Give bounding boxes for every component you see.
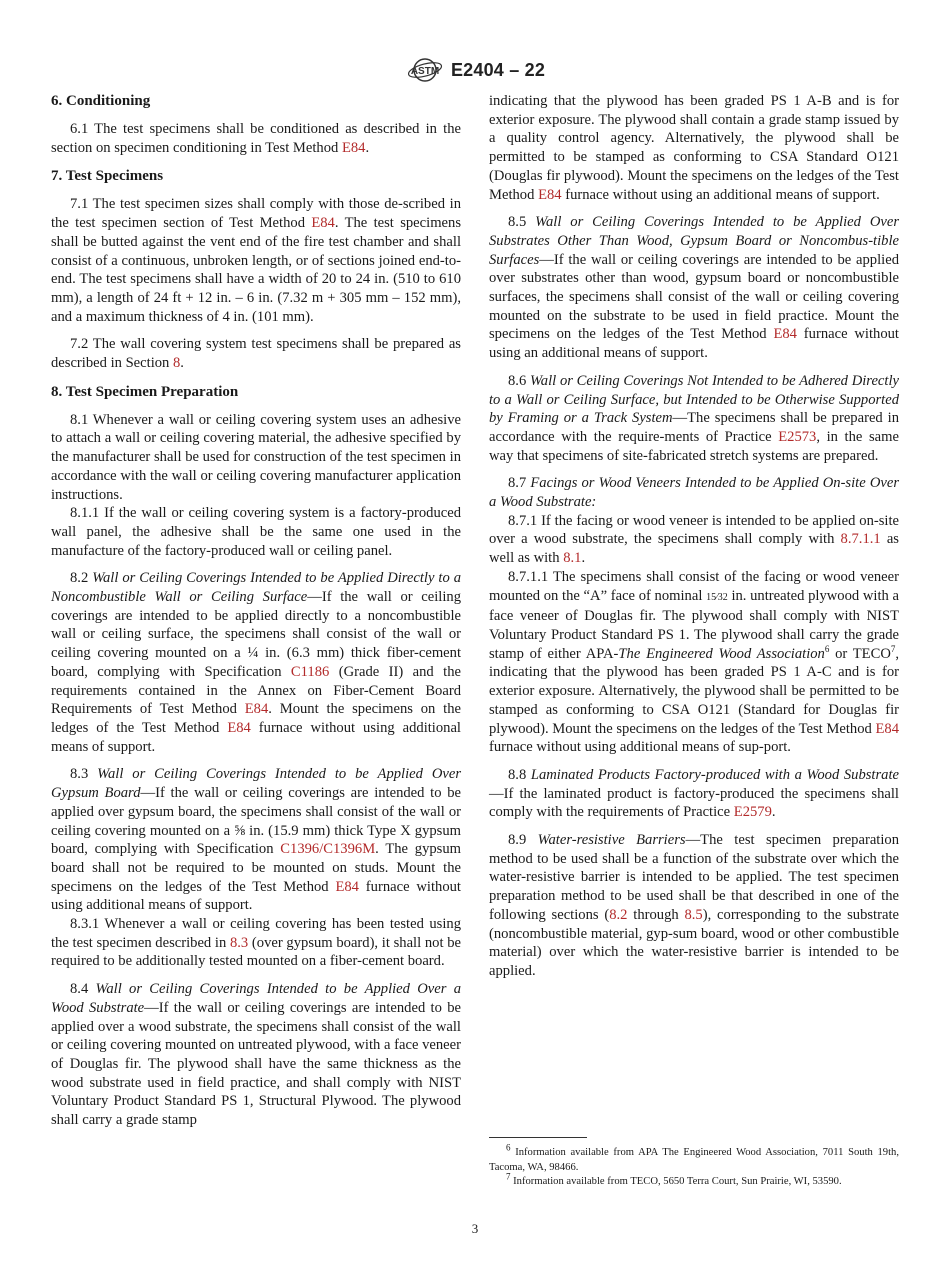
paragraph-8-1: 8.1 Whenever a wall or ceiling covering system uses an adhesive to attach a wall or ceiling covering material, the adhesive specified by the manufacturer shall be used for construction of the test specimen in accordance with the wall or ceiling covering manufacturer application instructions. [51,411,461,503]
section-8 [51,383,461,1130]
footnote-divider [489,1137,587,1138]
link-8-7-1-1[interactable]: 8.7.1.1 [840,531,881,548]
paragraph-6-1: 6.1 The test specimens shall be conditioned as described in the section on specimen conditioning in Test Method E84. [51,121,461,156]
footnote-ref-7[interactable]: 7 [890,643,896,654]
link-section-8[interactable]: 8 [173,355,181,372]
section-heading: 8. Test Specimen Preparation [51,383,239,400]
paragraph-8-2: 8.2 Wall or Ceiling Coverings Intended to be Applied Directly to a Noncombustible Wall or Ceiling Surface—If the wall or ceiling coverings are intended to be applied directly to a noncombustible wall or ceiling surface, the specimens shall consist of the wall or ceiling covering mounted on a ¼ in. (6.3 mm) thick fiber-cement board, complying with Specification C1186 (Grade II) and the requirements contained in the Annex on Fiber-Cement Board Requirements of Test Method E84. Mount the specimens on the ledges of the Test Method E84 furnace without using additional means of support. [51,570,462,755]
paragraph-8-3: 8.3 Wall or Ceiling Coverings Intended to be Applied Over Gypsum Board—If the wall or ceiling coverings are intended to be applied over gypsum board, the specimens shall consist of the wall or ceiling covering mounted on a ⅝ in. (15.9 mm) thick Type X gypsum board, complying with Specification C1396/C1396M. The gypsum board shall not be required to be mounted on studs. Mount the specimens on the ledges of the Test Method E84 furnace without using additional means of support. [51,766,462,914]
svg-text:ASTM: ASTM [410,66,440,77]
paragraph-8-7-1: 8.7.1 If the facing or wood veneer is intended to be applied on-site over a wood substrate, the specimens shall comply with 8.7.1.1 as well as with 8.1. [489,512,899,567]
paragraph-8-5: 8.5 Wall or Ceiling Coverings Intended to be Applied Over Substrates Other Than Wood, Gypsum Board or Noncombus-tible Surfaces—If the wall or ceiling coverings are intended to be applied over substrates other than wood, gypsum board or noncombustible surfaces, the specimens shall consist of the wall or ceiling covering mounted on the substrate to be used in field practice. Mount the specimens on the ledges of the Test Method E84 furnace without using an additional means of support. [489,214,899,362]
paragraph-7-2: 7.2 The wall covering system test specimens shall be prepared as described in Section 8. [51,336,461,372]
link-e84[interactable]: E84 [311,215,335,232]
document-id: E2404 – 22 [450,59,546,80]
page-number: 3 [471,1221,479,1236]
link-8-1[interactable]: 8.1 [563,550,582,567]
link-c1396[interactable]: C1396/C1396M [280,841,376,858]
section-7 [51,167,461,372]
right-column [489,92,899,981]
footnote-7: $^7$ Information available from TECO, 5650 Terra Court, Sun Prairie, WI, 53590. [506,1171,842,1187]
section-heading: 6. Conditioning [51,93,151,109]
link-e84[interactable]: E84 [244,701,269,718]
footnote-6: $^6$ Information available from APA The Engineered Wood Association, 7011 South 19th, Tacoma, WA, 98466. [489,1142,899,1173]
link-e84[interactable]: E84 [875,720,899,737]
paragraph-8-9: 8.9 Water-resistive Barriers—The test specimen preparation method to be used shall be a function of the substrate over which the water-resistive barrier is intended to be applied. The test specimen preparation method to be used shall be that described in one of the following sections (8.2 through 8.5), corresponding to the substrate (noncombustible material, gyp-sum board, wood or other combustible material) over which the water-resistive barrier is intended to be applied. [489,832,899,979]
paragraph-8-4: 8.4 Wall or Ceiling Coverings Intended to be Applied Over a Wood Substrate—If the wall or ceiling coverings are intended to be applied over a wood substrate, the specimens shall consist of the wall or ceiling covering mounted on untreated plywood, with a face veneer of Douglas fir. The plywood shall have the same thickness as the wood substrate used in field practice, and shall comply with NIST Voluntary Product Standard PS 1, Structural Plywood. The plywood shall carry a grade stamp [51,981,461,1129]
footnote-ref-6[interactable]: 6 [824,643,830,654]
left-column [51,92,461,1140]
link-8-2[interactable]: 8.2 [609,906,628,923]
link-8-5[interactable]: 8.5 [684,906,703,923]
paragraph-8-1-1: 8.1.1 If the wall or ceiling covering system is a factory-produced wall panel, the adhesive shall be the same one used in the manufacture of the factory-produced wall or ceiling panel. [51,505,461,559]
paragraph-8-7: 8.7 Facings or Wood Veneers Intended to be Applied On-site Over a Wood Substrate: [489,475,899,511]
link-e2573[interactable]: E2573 [778,428,817,445]
footnotes [489,1137,899,1190]
link-c1186[interactable]: C1186 [290,663,330,680]
paragraph-7-1: 7.1 The test specimen sizes shall comply with those de-scribed in the test specimen section of Test Method E84. The test specimens shall be butted against the vent end of the fire test chamber and shall consist of a continuous, unbroken length, or of sections joined end-to-end. The test specimens shall have a width of 20 to 24 in. (510 to 610 mm), a length of 24 ft + 12 in. – 6 in. (7.32 m + 305 mm – 152 mm), and a maximum thickness of 4 in. (101 mm). [51,196,461,325]
paragraph-8-8: 8.8 Laminated Products Factory-produced with a Wood Substrate—If the laminated product is factory-produced the specimens shall comply with the requirements of Practice E2579. [489,766,899,821]
section-6 [51,92,461,157]
section-heading: 7. Test Specimens [51,168,164,185]
paragraph-8-7-1-1: 8.7.1.1 The specimens shall consist of the facing or wood veneer mounted on the “A” face of nominal 15⁄32 in. untreated plywood with a face veneer of Douglas fir. The plywood shall comply with NIST Voluntary Product Standard PS 1. The plywood shall carry the grade stamp of either APA-The Engineered Wood Association$^6$ or TECO$^7$, indicating that the plywood has been graded PS 1 A-C and is for exterior exposure. Alternatively, the plywood shall be permitted to be stamped as conforming to CSA O121 (Standard for Douglas fir plywood). Mount the specimens on the ledges of the Test Method E84 furnace without using additional means of sup-port. [489,568,900,756]
paragraph-8-3-1: 8.3.1 Whenever a wall or ceiling covering has been tested using the test specimen described in 8.3 (over gypsum board), it shall not be required to be additionally tested mounted on a fiber-cement board. [51,916,461,970]
paragraph-8-4-continued: indicating that the plywood has been graded PS 1 A-B and is for exterior exposure. The plywood shall contain a grade stamp issued by a quality control agency. Alternatively, the plywood shall be permitted to be stamped as conforming to CSA Standard O121 (Douglas fir plywood). Mount the specimens on the ledges of the Test Method E84 furnace without using an additional means of support. [489,93,899,203]
link-e84[interactable]: E84 [227,719,251,736]
link-e84[interactable]: E84 [538,186,562,203]
page-header [0,55,950,85]
astm-logo-icon [405,55,445,85]
paragraph-8-6: 8.6 Wall or Ceiling Coverings Not Intended to be Adhered Directly to a Wall or Ceiling Surface, but Intended to be Otherwise Supported by Framing or a Track System—The specimens shall be prepared in accordance with the require-ments of Practice E2573, in the same way that specimens of site-fabricated stretch systems are prepared. [489,372,899,464]
link-8-3[interactable]: 8.3 [229,934,249,951]
link-e2579[interactable]: E2579 [733,804,772,821]
link-e84[interactable]: E84 [773,326,797,343]
link-e84[interactable]: E84 [341,139,366,156]
link-e84[interactable]: E84 [335,878,359,895]
